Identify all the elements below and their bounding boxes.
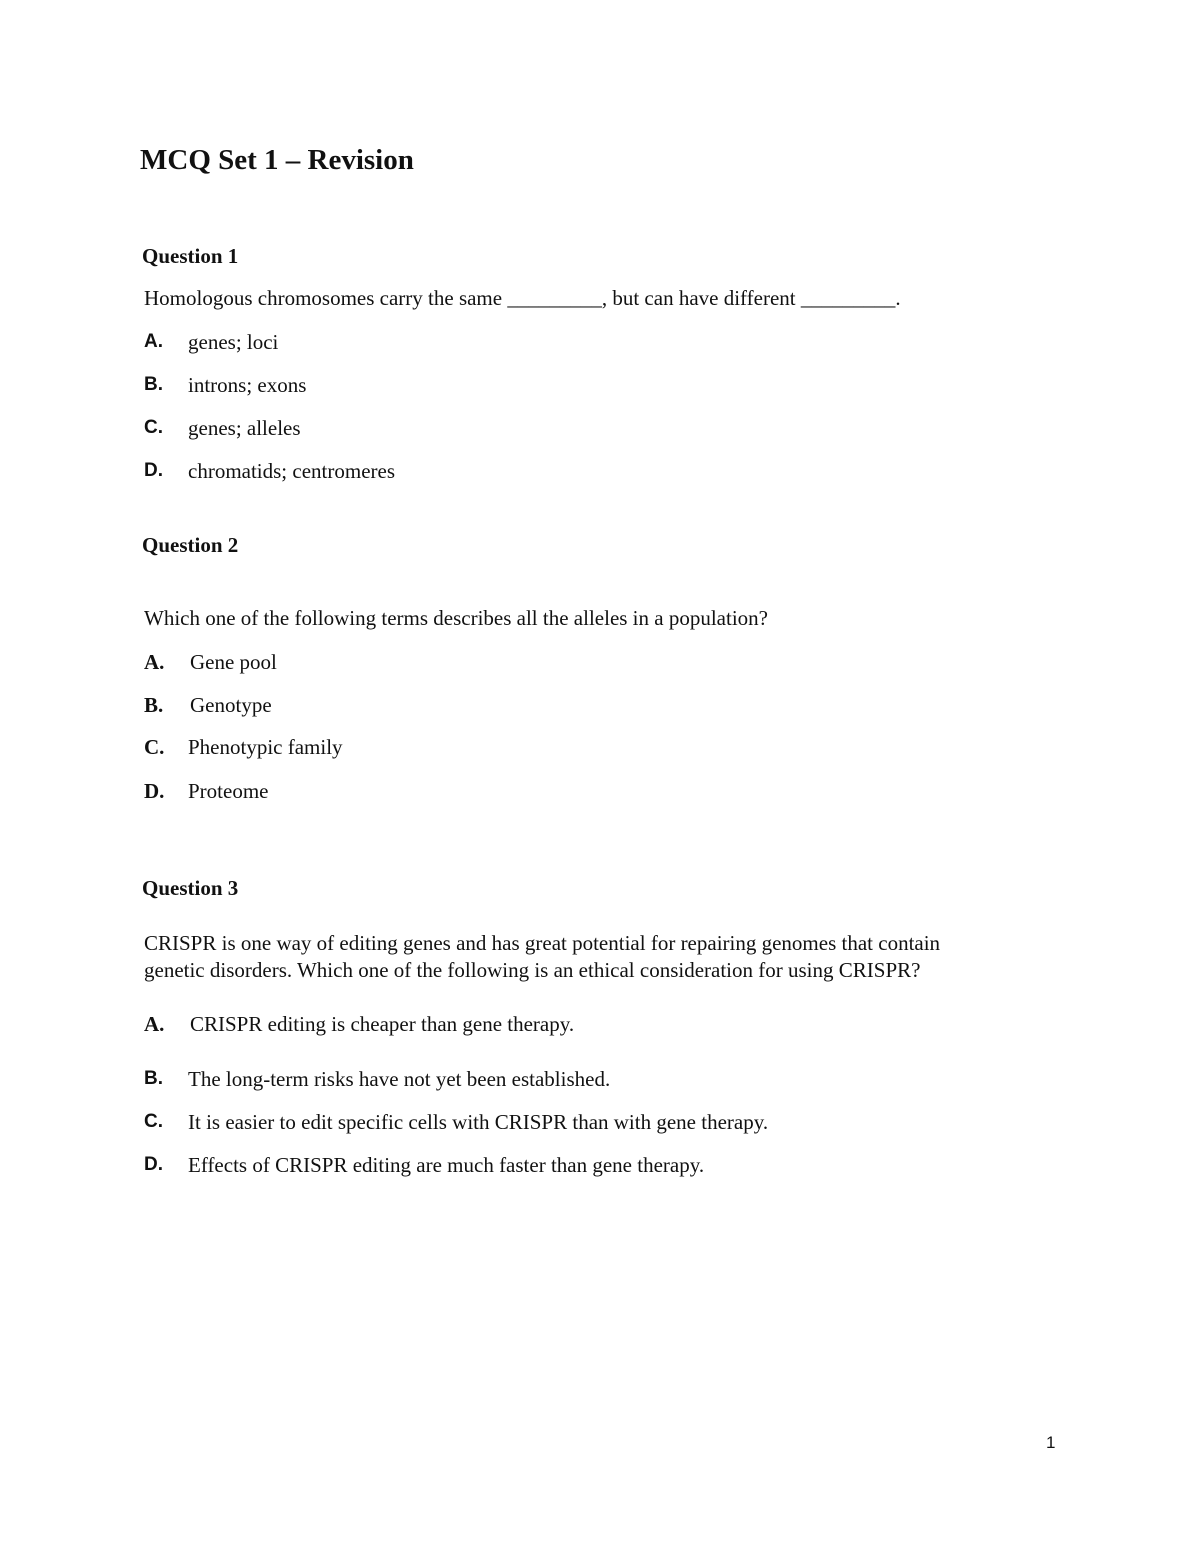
option-text: CRISPR editing is cheaper than gene therapy. bbox=[190, 1012, 575, 1036]
option-text: genes; alleles bbox=[188, 416, 301, 440]
option-letter: D. bbox=[144, 460, 163, 481]
question-3-heading: Question 3 bbox=[142, 876, 239, 900]
option-text: Proteome bbox=[188, 779, 269, 803]
option-letter: B. bbox=[144, 693, 164, 717]
option-text: genes; loci bbox=[188, 330, 279, 354]
question-2-stem: Which one of the following terms describes all the alleles in a population? bbox=[144, 606, 768, 630]
option-letter: A. bbox=[144, 650, 165, 674]
option-text: Phenotypic family bbox=[188, 735, 343, 759]
question-1-heading: Question 1 bbox=[142, 244, 239, 268]
page-title: MCQ Set 1 – Revision bbox=[140, 144, 414, 176]
option-letter: C. bbox=[144, 735, 165, 759]
option-text: introns; exons bbox=[188, 373, 307, 397]
option-letter: C. bbox=[144, 417, 163, 438]
question-3-stem-line-2: genetic disorders. Which one of the following is an ethical consideration for using CRISPR? bbox=[144, 958, 921, 982]
option-text: Genotype bbox=[190, 693, 272, 717]
option-letter: D. bbox=[144, 779, 165, 803]
question-3-stem-line-1: CRISPR is one way of editing genes and has great potential for repairing genomes that contain bbox=[144, 931, 941, 955]
option-text: chromatids; centromeres bbox=[188, 459, 396, 483]
option-letter: B. bbox=[144, 374, 163, 395]
option-text: Effects of CRISPR editing are much faster than gene therapy. bbox=[188, 1153, 705, 1177]
option-letter: A. bbox=[144, 331, 163, 352]
question-1-stem: Homologous chromosomes carry the same _________, but can have different _________. bbox=[144, 286, 901, 310]
option-letter: D. bbox=[144, 1154, 163, 1175]
question-2-heading: Question 2 bbox=[142, 533, 239, 557]
option-letter: B. bbox=[144, 1068, 163, 1089]
option-letter: A. bbox=[144, 1012, 165, 1036]
option-text: The long-term risks have not yet been established. bbox=[188, 1067, 611, 1091]
option-letter: C. bbox=[144, 1111, 163, 1132]
option-text: Gene pool bbox=[190, 650, 277, 674]
option-text: It is easier to edit specific cells with CRISPR than with gene therapy. bbox=[188, 1110, 769, 1134]
page-number: 1 bbox=[1046, 1433, 1056, 1452]
